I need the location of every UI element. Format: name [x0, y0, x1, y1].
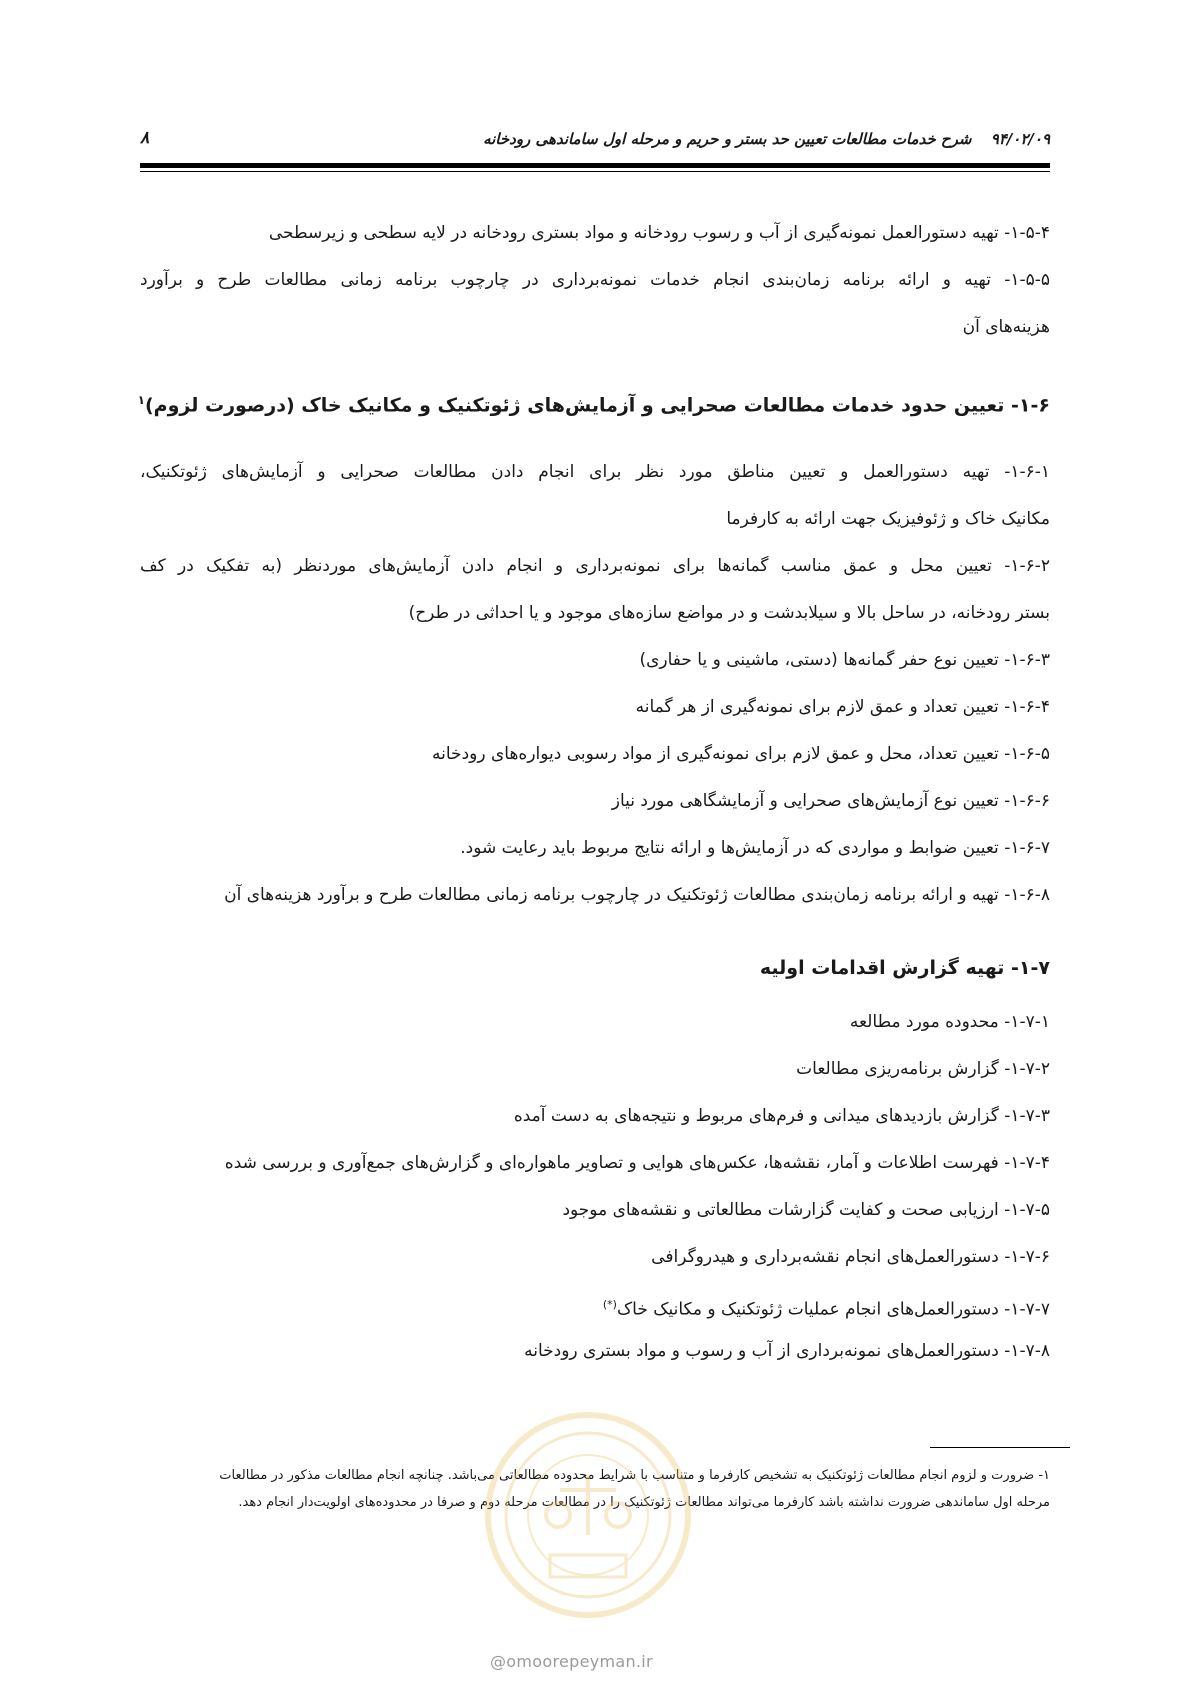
page-content — [137, 210, 1050, 1375]
item-1-6-1: ۱-۶-۱- تهیه دستورالعمل و تعیین مناطق مورد نظر برای انجام دادن مطالعات صحرایی و آزمایش‌های ژئوتکنیک، — [140, 462, 1050, 482]
item-1-7-5: ۱-۷-۵- ارزیابی صحت و کفایت گزارشات مطالعاتی و نقشه‌های موجود — [562, 1200, 1050, 1220]
item-1-7-7-text: ۱-۷-۷- دستورالعمل‌های انجام عملیات ژئوتکنیک و مکانیک خاک — [616, 1299, 1050, 1320]
footnote-line-1: ۱- ضرورت و لزوم انجام مطالعات ژئوتکنیک به تشخیص کارفرما و متناسب با شرایط محدوده مطالعاتی می‌باشد. چنانچه انجام مطالعات مذکور در مطالعات — [219, 1468, 1050, 1483]
asterisk-note: (*) — [602, 1298, 617, 1311]
item-1-6-2: ۱-۶-۲- تعیین محل و عمق مناسب گمانه‌ها برای نمونه‌برداری و انجام دادن آزمایش‌های موردنظر (به تفکیک در کف — [140, 556, 1050, 576]
footnote-line-2: مرحله اول ساماندهی ضرورت نداشته باشد کارفرما می‌تواند مطالعات ژئوتکنیک را در مطالعات مرحله دوم و صرفا در محدوده‌های اولویت‌دار انجام دهد. — [238, 1495, 1050, 1510]
item-1-7-3: ۱-۷-۳- گزارش بازدیدهای میدانی و فرم‌های مربوط و نتیجه‌های به دست آمده — [513, 1106, 1050, 1126]
page-header — [140, 126, 1050, 156]
item-1-7-1: ۱-۷-۱- محدوده مورد مطالعه — [849, 1012, 1050, 1032]
footnote-separator — [930, 1447, 1070, 1448]
watermark-seal-icon — [478, 1405, 698, 1625]
header-rule-thin — [140, 171, 1050, 172]
page-number: ۸ — [140, 128, 150, 148]
item-1-7-2: ۱-۷-۲- گزارش برنامه‌ریزی مطالعات — [796, 1059, 1050, 1079]
item-1-7-6: ۱-۷-۶- دستورالعمل‌های انجام نقشه‌برداری و هیدروگرافی — [651, 1247, 1050, 1267]
item-1-7-8: ۱-۷-۸- دستورالعمل‌های نمونه‌برداری از آب و رسوب و مواد بستری رودخانه — [524, 1341, 1050, 1361]
section-7-heading: ۱-۷- تهیه گزارش اقدامات اولیه — [759, 957, 1050, 979]
item-1-5-4: ۱-۵-۴- تهیه دستورالعمل نمونه‌گیری از آب و رسوب رودخانه و مواد بستری رودخانه در لایه سطحی و زیرسطحی — [268, 223, 1050, 243]
section-6-heading — [137, 375, 1050, 425]
header-title: شرح خدمات مطالعات تعیین حد بستر و حریم و مرحله اول ساماندهی رودخانه — [483, 130, 972, 148]
footnote-marker: ۱ — [137, 393, 145, 407]
item-1-6-2-continued: بستر رودخانه، در ساحل بالا و سیلابدشت و در مواضع سازه‌های موجود و یا احداثی در طرح) — [408, 603, 1050, 623]
header-title-block — [483, 130, 1050, 148]
header-date: ۹۴/۰۲/۰۹ — [990, 130, 1050, 148]
item-1-6-4: ۱-۶-۴- تعیین تعداد و عمق لازم برای نمونه‌گیری از هر گمانه — [635, 697, 1050, 717]
section-6-heading-text: ۱-۶- تعیین حدود خدمات مطالعات صحرایی و آزمایش‌های ژئوتکنیک و مکانیک خاک (درصورت لزوم) — [144, 394, 1050, 417]
item-1-6-6: ۱-۶-۶- تعیین نوع آزمایش‌های صحرایی و آزمایشگاهی مورد نیاز — [611, 791, 1050, 811]
item-1-7-7 — [140, 1281, 1050, 1328]
watermark-site: @omoorepeyman.ir — [490, 1652, 653, 1671]
header-rule-thick — [140, 163, 1050, 168]
item-1-6-1-continued: مکانیک خاک و ژئوفیزیک جهت ارائه به کارفرما — [726, 509, 1050, 529]
item-1-5-5: ۱-۵-۵- تهیه و ارائه برنامه زمان‌بندی انجام خدمات نمونه‌برداری در چارچوب برنامه زمانی مطالعات طرح و برآورد — [140, 270, 1050, 290]
item-1-6-3: ۱-۶-۳- تعیین نوع حفر گمانه‌ها (دستی، ماشینی و یا حفاری) — [639, 650, 1050, 670]
item-1-6-8: ۱-۶-۸- تهیه و ارائه برنامه زمان‌بندی مطالعات ژئوتکنیک در چارچوب برنامه زمانی مطالعات طرح و برآورد هزینه‌های آن — [224, 885, 1050, 905]
item-1-6-7: ۱-۶-۷- تعیین ضوابط و مواردی که در آزمایش‌ها و ارائه نتایج مربوط باید رعایت شود. — [460, 838, 1050, 858]
item-1-5-5-continued: هزینه‌های آن — [962, 317, 1050, 337]
item-1-6-5: ۱-۶-۵- تعیین تعداد، محل و عمق لازم برای نمونه‌گیری از مواد رسوبی دیواره‌های رودخانه — [432, 744, 1050, 764]
item-1-7-4: ۱-۷-۴- فهرست اطلاعات و آمار، نقشه‌ها، عکس‌های هوایی و تصاویر ماهواره‌ای و گزارش‌های جمع‌آوری و بررسی شده — [224, 1153, 1050, 1173]
